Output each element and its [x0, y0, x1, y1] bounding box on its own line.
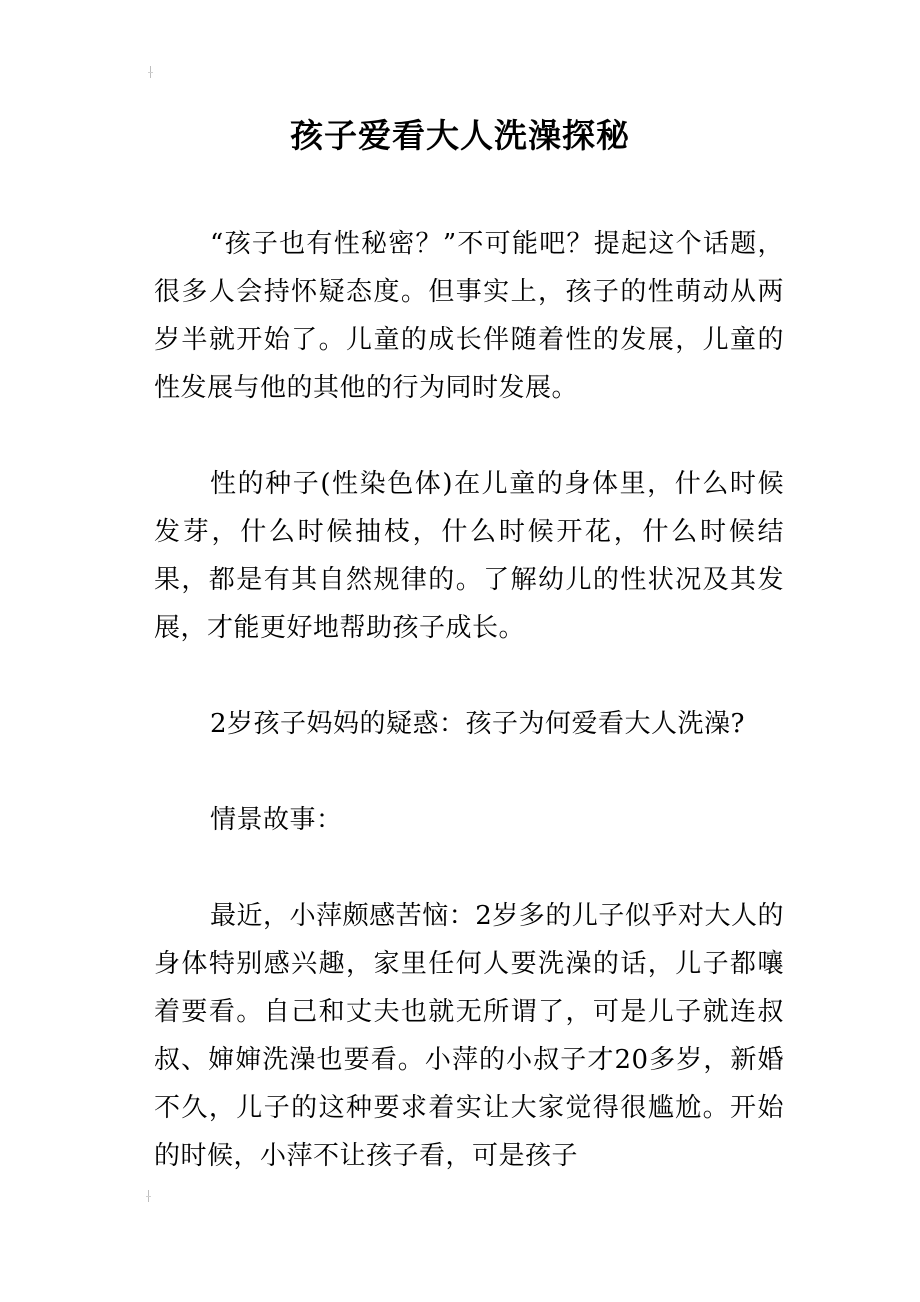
paragraph-story: 最近，小萍颇感苦恼：2岁多的儿子似乎对大人的身体特别感兴趣，家里任何人要洗澡的话，儿子都嚷着要看。自己和丈夫也就无所谓了，可是儿子就连叔叔、婶婶洗澡也要看。小萍的小叔子才20多岁，新婚不久，儿子的这种要求着实让大家觉得很尴尬。开始的时候，小萍不让孩子看，可是孩子	[154, 901, 784, 1171]
paragraph-intro: “孩子也有性秘密？”不可能吧？提起这个话题，很多人会持怀疑态度。但事实上，孩子的性萌动从两岁半就开始了。儿童的成长伴随着性的发展，儿童的性发展与他的其他的行为同时发展。	[154, 229, 784, 403]
paragraph-seed: 性的种子(性染色体)在儿童的身体里，什么时候发芽，什么时候抽枝，什么时候开花，什么时候结果，都是有其自然规律的。了解幼儿的性状况及其发展，才能更好地帮助孩子成长。	[154, 469, 784, 643]
document-title: 孩子爱看大人洗澡探秘	[290, 116, 630, 155]
corner-mark	[148, 66, 154, 80]
paragraph-story-heading: 情景故事：	[210, 805, 343, 835]
document-body	[154, 220, 784, 1228]
paragraph-question: 2岁孩子妈妈的疑惑：孩子为何爱看大人洗澡?	[210, 709, 745, 739]
corner-mark	[146, 1190, 152, 1204]
